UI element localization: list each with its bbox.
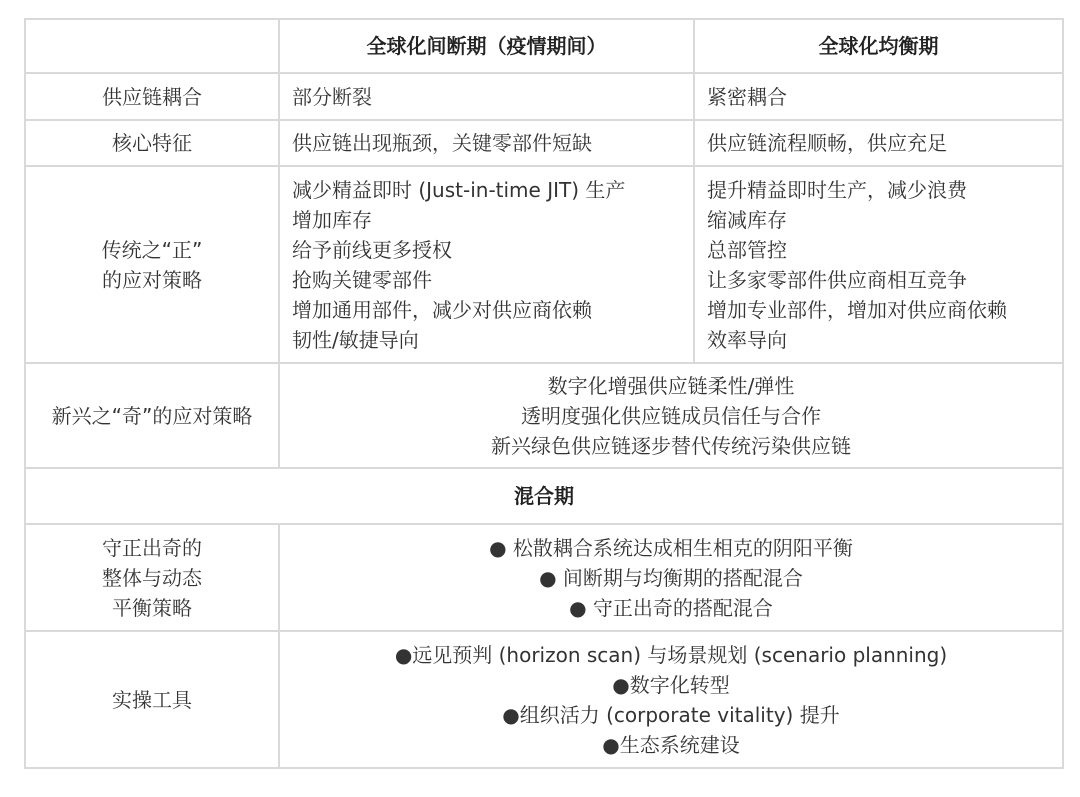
header-discontinuity-period: 全球化间断期（疫情期间） bbox=[279, 19, 694, 73]
row-core-features bbox=[25, 120, 1063, 166]
cell-merged-content bbox=[279, 524, 1063, 631]
label-line: 整体与动态 bbox=[102, 565, 202, 590]
list-item: 增加库存 bbox=[292, 207, 372, 232]
label-line: 的应对策略 bbox=[102, 267, 202, 292]
bullet-item: ●组织活力 (corporate vitality) 提升 bbox=[502, 702, 840, 727]
cell-equilibrium: 紧密耦合 bbox=[694, 73, 1063, 120]
list-item: 效率导向 bbox=[707, 327, 787, 352]
bullet-item: ●数字化转型 bbox=[612, 672, 730, 697]
mixed-period-title: 混合期 bbox=[25, 468, 1063, 524]
header-equilibrium-period: 全球化均衡期 bbox=[694, 19, 1063, 73]
comparison-table bbox=[24, 18, 1064, 769]
cell-equilibrium: 供应链流程顺畅，供应充足 bbox=[694, 120, 1063, 166]
bullet-item: ●远见预判 (horizon scan) 与场景规划 (scenario planning) bbox=[394, 642, 948, 667]
row-label: 供应链耦合 bbox=[25, 73, 279, 120]
label-line: 守正出奇的 bbox=[102, 535, 202, 560]
row-emerging-strategy bbox=[25, 363, 1063, 468]
label-line: 传统之“正” bbox=[101, 237, 203, 262]
row-supply-chain-coupling bbox=[25, 73, 1063, 120]
list-item: 数字化增强供应链柔性/弹性 bbox=[547, 373, 795, 398]
row-label bbox=[25, 524, 279, 631]
row-balance-strategy bbox=[25, 524, 1063, 631]
list-item: 增加通用部件，减少对供应商依赖 bbox=[292, 297, 592, 322]
cell-discontinuity: 部分断裂 bbox=[279, 73, 694, 120]
header-corner-cell bbox=[25, 19, 279, 73]
list-item: 给予前线更多授权 bbox=[292, 237, 452, 262]
row-label: 新兴之“奇”的应对策略 bbox=[25, 363, 279, 468]
row-label bbox=[25, 166, 279, 363]
list-item: 新兴绿色供应链逐步替代传统污染供应链 bbox=[491, 433, 851, 458]
list-item: 让多家零部件供应商相互竞争 bbox=[707, 267, 967, 292]
row-traditional-strategy bbox=[25, 166, 1063, 363]
list-item: 透明度强化供应链成员信任与合作 bbox=[521, 403, 821, 428]
bullet-item: ● 间断期与均衡期的搭配混合 bbox=[539, 565, 803, 590]
cell-equilibrium bbox=[694, 166, 1063, 363]
cell-discontinuity bbox=[279, 166, 694, 363]
cell-merged-content bbox=[279, 363, 1063, 468]
cell-discontinuity: 供应链出现瓶颈，关键零部件短缺 bbox=[279, 120, 694, 166]
list-item: 增加专业部件，增加对供应商依赖 bbox=[707, 297, 1007, 322]
label-line: 平衡策略 bbox=[112, 595, 192, 620]
list-item: 减少精益即时 (Just-in-time JIT) 生产 bbox=[292, 177, 626, 202]
list-item: 抢购关键零部件 bbox=[292, 267, 432, 292]
list-item: 韧性/敏捷导向 bbox=[292, 327, 419, 352]
bullet-item: ● 守正出奇的搭配混合 bbox=[569, 595, 773, 620]
row-mixed-period bbox=[25, 468, 1063, 524]
row-label: 实操工具 bbox=[25, 631, 279, 768]
list-item: 总部管控 bbox=[707, 237, 787, 262]
header-row bbox=[25, 19, 1063, 73]
cell-merged-content bbox=[279, 631, 1063, 768]
row-practical-tools bbox=[25, 631, 1063, 768]
row-label: 核心特征 bbox=[25, 120, 279, 166]
bullet-item: ●生态系统建设 bbox=[602, 732, 740, 757]
list-item: 缩减库存 bbox=[707, 207, 787, 232]
list-item: 提升精益即时生产，减少浪费 bbox=[707, 177, 967, 202]
bullet-item: ● 松散耦合系统达成相生相克的阴阳平衡 bbox=[489, 535, 853, 560]
